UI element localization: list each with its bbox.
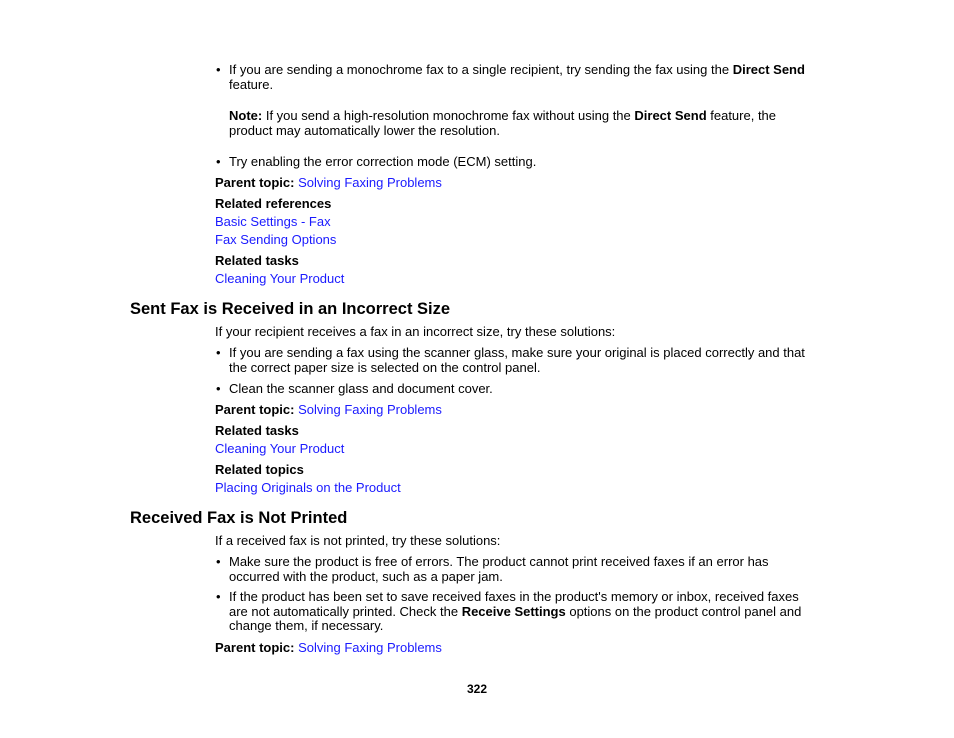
related-reference-link[interactable]: Fax Sending Options	[215, 232, 337, 247]
parent-topic-label: Parent topic:	[215, 640, 295, 655]
section-heading: Sent Fax is Received in an Incorrect Size	[130, 300, 451, 318]
bullet-text-continued: feature.	[229, 76, 274, 92]
note-text: If you send a high-resolution monochrome fax without using the	[262, 108, 635, 123]
section-heading: Received Fax is Not Printed	[130, 509, 348, 527]
bold-term: Direct Send	[732, 62, 805, 77]
note-text: feature, the	[706, 108, 777, 123]
related-tasks-heading: Related tasks	[215, 423, 299, 438]
bullet-marker: •	[216, 554, 221, 569]
section-intro: If a received fax is not printed, try these solutions:	[215, 533, 501, 548]
related-topic-link[interactable]: Placing Originals on the Product	[215, 480, 401, 495]
bullet-marker: •	[216, 154, 221, 169]
related-task-link[interactable]: Cleaning Your Product	[215, 271, 345, 286]
bullet-text-continued: the correct paper size is selected on the control panel.	[229, 359, 541, 375]
bullet-marker: •	[216, 589, 221, 604]
parent-topic	[215, 176, 442, 191]
bullet-text-continued: occurred with the product, such as a paper jam.	[229, 568, 503, 584]
list-item	[229, 590, 801, 634]
page-number: 322	[466, 682, 488, 696]
bullet-text-continued: are not automatically printed. Check the	[229, 603, 462, 619]
bullet-text-continued: options on the product control panel and	[565, 603, 802, 619]
note-label: Note:	[229, 108, 263, 123]
list-item	[229, 63, 805, 92]
bold-term: Direct Send	[634, 108, 707, 123]
parent-topic	[215, 403, 442, 418]
bullet-text: If you are sending a monochrome fax to a single recipient, try sending the fax using the	[229, 62, 733, 77]
parent-topic-link[interactable]: Solving Faxing Problems	[298, 640, 442, 655]
bullet-text-continued: change them, if necessary.	[229, 618, 384, 633]
bullet-marker: •	[216, 62, 221, 77]
list-item: Try enabling the error correction mode (ECM) setting.	[229, 154, 537, 169]
related-reference-link[interactable]: Basic Settings - Fax	[215, 214, 331, 229]
bullet-text: If the product has been set to save received faxes in the product's memory or inbox, received faxes	[229, 589, 799, 604]
related-topics-heading: Related topics	[215, 462, 304, 477]
parent-topic-link[interactable]: Solving Faxing Problems	[298, 175, 442, 190]
section-intro: If your recipient receives a fax in an incorrect size, try these solutions:	[215, 324, 616, 339]
parent-topic	[215, 641, 442, 656]
related-references-heading: Related references	[215, 196, 332, 211]
list-item: Clean the scanner glass and document cover.	[229, 381, 493, 396]
note-text-continued: product may automatically lower the resolution.	[229, 122, 500, 138]
related-task-link[interactable]: Cleaning Your Product	[215, 441, 345, 456]
parent-topic-label: Parent topic:	[215, 402, 295, 417]
bold-term: Receive Settings	[461, 603, 566, 619]
bullet-marker: •	[216, 381, 221, 396]
bullet-marker: •	[216, 345, 221, 360]
parent-topic-link[interactable]: Solving Faxing Problems	[298, 402, 442, 417]
list-item	[229, 555, 769, 584]
note-block	[229, 109, 776, 138]
bullet-text: Make sure the product is free of errors. The product cannot print received faxes if an error has	[229, 554, 769, 569]
parent-topic-label: Parent topic:	[215, 175, 295, 190]
bullet-text: If you are sending a fax using the scanner glass, make sure your original is placed correctly and that	[229, 345, 805, 360]
list-item	[229, 346, 805, 375]
related-tasks-heading: Related tasks	[215, 253, 299, 268]
